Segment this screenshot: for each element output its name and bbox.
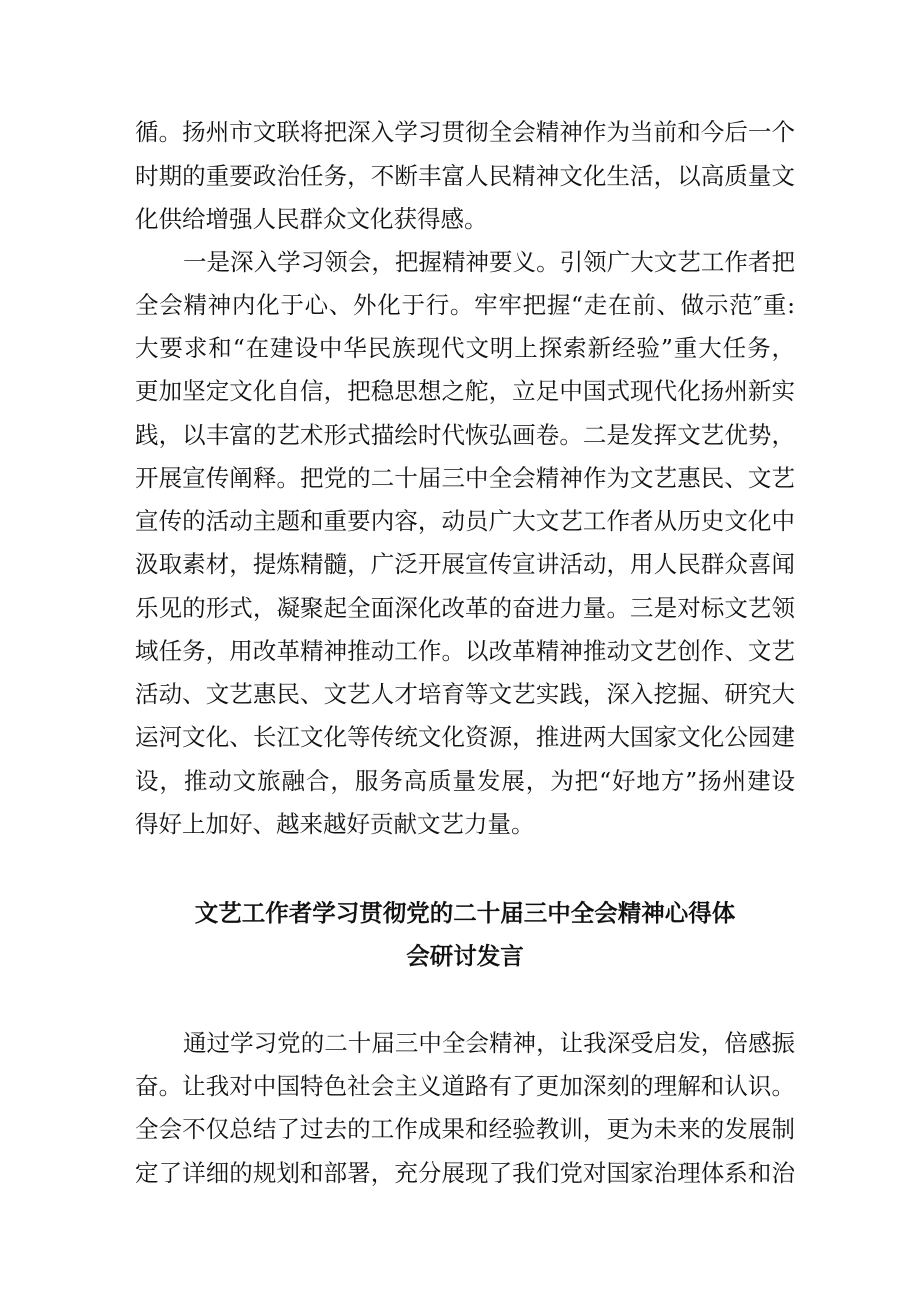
paragraph-line: 一是深入学习领会，把握精神要义。引领广大文艺工作者把 bbox=[183, 248, 795, 276]
paragraph-line: 域任务，用改革精神推动工作。以改革精神推动文艺创作、文艺 bbox=[135, 637, 795, 665]
paragraph-line: 开展宣传阐释。把党的二十届三中全会精神作为文艺惠民、文艺 bbox=[135, 464, 795, 492]
paragraph-line: 乐见的形式，凝聚起全面深化改革的奋进力量。三是对标文艺领 bbox=[135, 594, 795, 622]
paragraph-line: 化供给增强人民群众文化获得感。 bbox=[135, 205, 488, 233]
paragraph-line: 全会不仅总结了过去的工作成果和经验教训，更为未来的发展制 bbox=[135, 1115, 795, 1143]
paragraph-line: 时期的重要政治任务，不断丰富人民精神文化生活，以高质量文 bbox=[135, 162, 795, 190]
section-heading-line1: 文艺工作者学习贯彻党的二十届三中全会精神心得体 bbox=[194, 899, 736, 927]
paragraph-line: 运河文化、长江文化等传统文化资源，推进两大国家文化公园建 bbox=[135, 723, 795, 751]
paragraph-line: 循。扬州市文联将把深入学习贯彻全会精神作为当前和今后一个 bbox=[135, 118, 795, 146]
paragraph-line: 宣传的活动主题和重要内容，动员广大文艺工作者从历史文化中 bbox=[135, 507, 795, 535]
paragraph-line: 设，推动文旅融合，服务高质量发展，为把“好地方”扬州建设 bbox=[135, 767, 795, 795]
paragraph-line: 全会精神内化于心、外化于行。牢牢把握“走在前、做示范″重: bbox=[135, 291, 795, 319]
paragraph-line: 定了详细的规划和部署，充分展现了我们党对国家治理体系和治 bbox=[135, 1159, 795, 1187]
paragraph-line: 通过学习党的二十届三中全会精神，让我深受启发，倍感振 bbox=[183, 1029, 795, 1057]
paragraph-line: 得好上加好、越来越好贡献文艺力量。 bbox=[135, 810, 535, 838]
paragraph-line: 践，以丰富的艺术形式描绘时代恢弘画卷。二是发挥文艺优势， bbox=[135, 421, 795, 449]
paragraph-line: 大要求和“在建设中华民族现代文明上探索新经验”重大任务， bbox=[135, 334, 795, 362]
paragraph-line: 活动、文艺惠民、文艺人才培育等文艺实践，深入挖掘、研究大 bbox=[135, 680, 795, 708]
section-heading-line2: 会研讨发言 bbox=[406, 942, 524, 970]
paragraph-line: 更加坚定文化自信，把稳思想之舵，立足中国式现代化扬州新实 bbox=[135, 377, 795, 405]
paragraph-line: 汲取素材，提炼精髓，广泛开展宣传宣讲活动，用人民群众喜闻 bbox=[135, 550, 795, 578]
paragraph-line: 奋。让我对中国特色社会主义道路有了更加深刻的理解和认识。 bbox=[135, 1072, 795, 1100]
